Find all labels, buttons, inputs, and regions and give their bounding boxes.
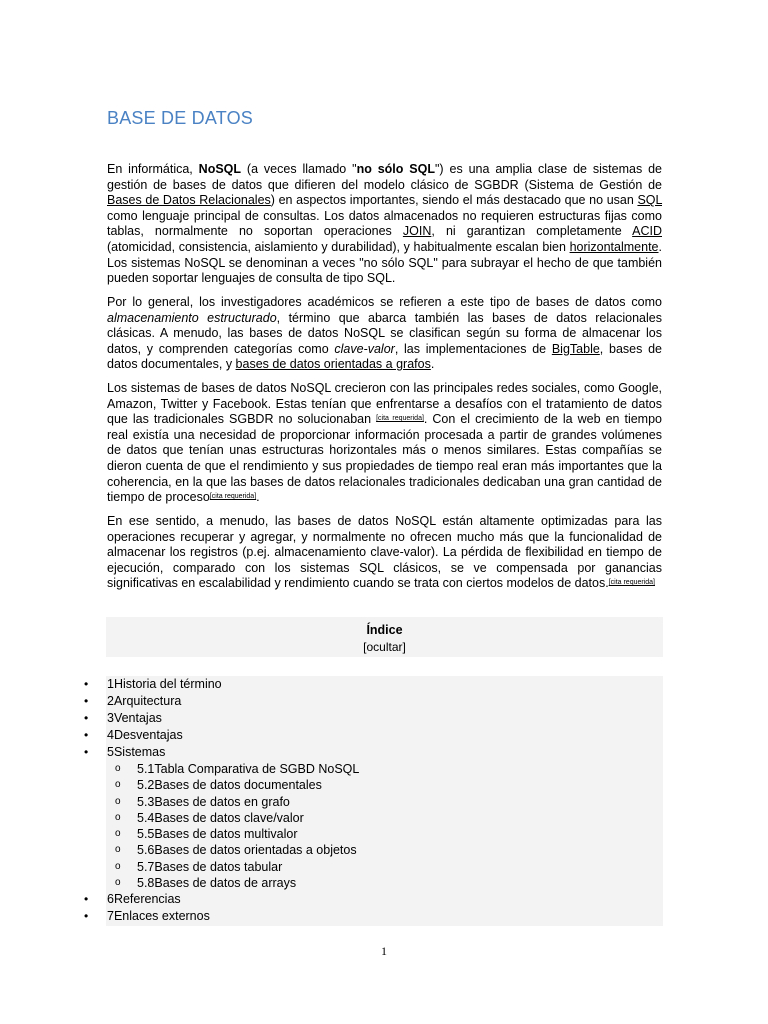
link-horizontalmente[interactable]: horizontalmente [569, 239, 659, 254]
toc-item[interactable]: • 6Referencias [84, 892, 181, 907]
paragraph-intro: En informática, NoSQL (a veces llamado "no sólo SQL") es una amplia clase de sistemas de gestión de bases de datos que difieren del modelo clásico de SGBDR (Sistema de Gestión de Bases de Datos Relacionales) en aspectos importantes, siendo el más destacado que no usan SQL como lenguaje principal de consultas. Los datos almacenados no requieren estructuras fijas como tablas, normalmente no soportan operaciones JOIN, ni garantizan completamente ACID (atomicidad, consistencia, aislamiento y durabilidad), y habitualmente escalan bien horizontalmente. Los sistemas NoSQL se denominan a veces "no sólo SQL" para subrayar el hecho de que también pueden soportar lenguajes de consulta de tipo SQL. [107, 162, 662, 286]
bullet-icon: • [84, 745, 89, 759]
toc-item[interactable]: • 4Desventajas [84, 728, 183, 742]
toc-item[interactable]: • 3Ventajas [84, 711, 162, 725]
circle-bullet-icon: o [115, 779, 121, 791]
circle-bullet-icon: o [115, 811, 121, 823]
bullet-icon: • [84, 892, 89, 907]
citation-needed-link[interactable]: [cita requerida] [209, 493, 257, 501]
page-title: BASE DE DATOS [107, 108, 253, 128]
toc-subitem[interactable]: o 5.7Bases de datos tabular [115, 859, 283, 874]
bullet-icon: • [84, 694, 89, 708]
toc-toggle-link[interactable]: [ocultar] [363, 640, 406, 654]
bullet-icon: • [84, 711, 89, 725]
circle-bullet-icon: o [115, 828, 121, 840]
toc-header [106, 617, 663, 657]
toc-list [0, 676, 768, 925]
page-number: 1 [381, 944, 387, 958]
link-acid[interactable]: ACID [632, 224, 662, 239]
circle-bullet-icon: o [115, 795, 121, 807]
link-grafos[interactable]: bases de datos orientadas a grafos [235, 357, 431, 372]
citation-needed-link[interactable]: [cita requerida] [376, 415, 424, 423]
paragraph-social: Los sistemas de bases de datos NoSQL crecieron con las principales redes sociales, como Google, Amazon, Twitter y Facebook. Estas tenían que enfrentarse a desafíos con el tratamiento de datos que las tradicionales SGBDR no solucionaban [cita requerida]. Con el crecimiento de la web en tiempo real existía una necesidad de proporcionar información procesada a partir de grandes volúmenes de datos que tenían unas estructuras horizontales más o menos similares. Estas compañías se dieron cuenta de que el rendimiento y sus propiedades de tiempo real eran más importantes que la coherencia, en la que las bases de datos relacionales tradicionales dedicaban una gran cantidad de tiempo de proceso[cita requerida]. [107, 381, 662, 505]
bullet-icon: • [84, 909, 89, 924]
paragraph-research: Por lo general, los investigadores académicos se refieren a este tipo de bases de datos como almacenamiento estructurado, término que abarca también las bases de datos relacionales clásicas. A menudo, las bases de datos NoSQL se clasifican según su forma de almacenar los datos, y comprenden categorías como clave-valor, las implementaciones de BigTable, bases de datos documentales, y bases de datos orientadas a grafos. [107, 295, 662, 372]
link-join[interactable]: JOIN [402, 224, 432, 239]
circle-bullet-icon: o [115, 763, 121, 774]
link-bigtable[interactable]: BigTable [551, 341, 600, 356]
citation-needed-link[interactable]: [cita requerida] [608, 579, 655, 587]
toc-title: Índice [366, 623, 403, 637]
toc-subitem[interactable]: o 5.3Bases de datos en grafo [115, 794, 290, 809]
toc-subitem[interactable]: o 5.1Tabla Comparativa de SGBD NoSQL [115, 762, 360, 776]
link-sql[interactable]: SQL [637, 193, 662, 208]
circle-bullet-icon: o [115, 877, 121, 889]
toc-subitem[interactable]: o 5.5Bases de datos multivalor [115, 827, 298, 842]
toc-item[interactable]: • 1Historia del término [84, 677, 222, 691]
bullet-icon: • [84, 728, 89, 742]
toc-item[interactable]: • 5Sistemas [84, 745, 166, 759]
toc-subitem[interactable]: o 5.6Bases de datos orientadas a objetos [115, 843, 357, 858]
toc-item[interactable]: • 7Enlaces externos [84, 909, 210, 924]
toc-item[interactable]: • 2Arquitectura [84, 694, 182, 708]
toc-subitem[interactable]: o 5.2Bases de datos documentales [115, 778, 322, 793]
paragraph-optimization: En ese sentido, a menudo, las bases de datos NoSQL están altamente optimizadas para las operaciones recuperar y agregar, y normalmente no ofrecen mucho más que la funcionalidad de almacenar los registros (p.ej. almacenamiento clave-valor). La pérdida de flexibilidad en tiempo de ejecución, comparado con los sistemas SQL clásicos, se ve compensada por ganancias significativas en escalabilidad y rendimiento cuando se trata con ciertos modelos de datos.[cita requerida] [107, 514, 662, 591]
toc-subitem[interactable]: o 5.8Bases de datos de arrays [115, 876, 297, 891]
circle-bullet-icon: o [115, 860, 121, 872]
circle-bullet-icon: o [115, 844, 121, 856]
link-bases-relacionales[interactable]: Bases de Datos Relacionales [107, 193, 271, 208]
toc-subitem[interactable]: o 5.4Bases de datos clave/valor [115, 810, 304, 825]
bullet-icon: • [84, 677, 89, 691]
